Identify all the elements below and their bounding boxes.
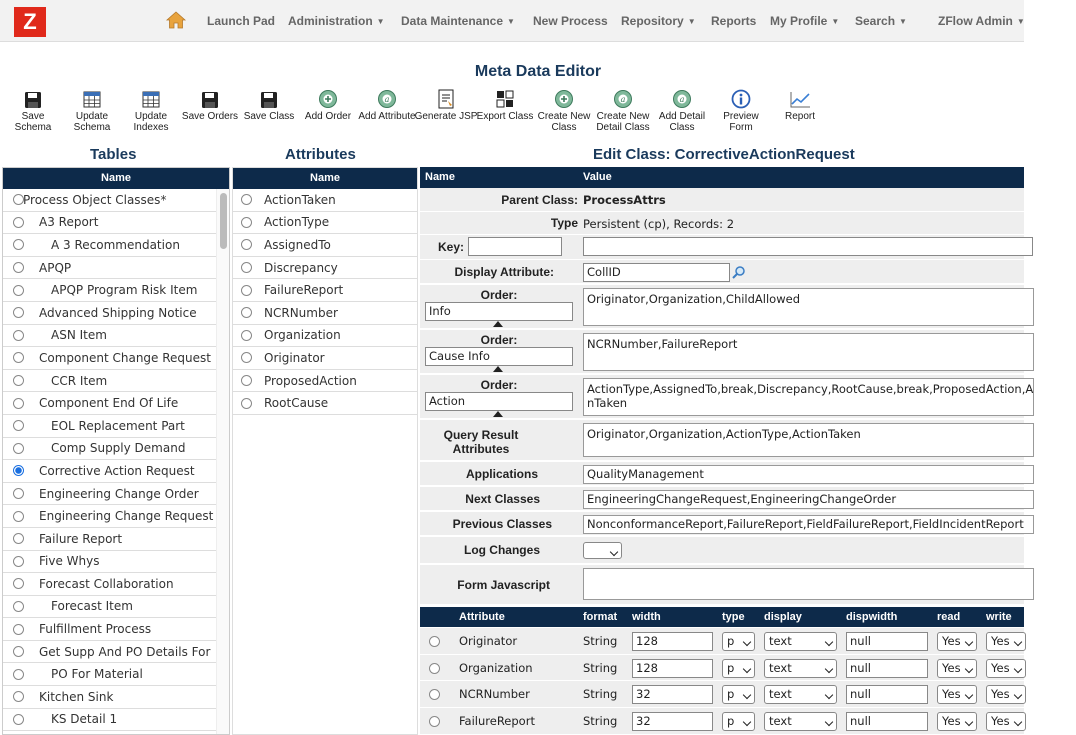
nav-my-profile[interactable]: My Profile ▼ [770,14,840,28]
write-select[interactable]: Yes [986,632,1026,651]
radio-button[interactable] [241,262,252,273]
attribute-name: ProposedAction [264,373,357,388]
attribute-name: Discrepancy [264,260,338,275]
attributes-list [233,189,417,415]
radio-button[interactable] [241,375,252,386]
toolbar-button-5[interactable] [237,87,301,122]
table-name: Engineering Change Request [39,509,214,524]
table-list-item[interactable] [3,618,217,641]
chevron-down-icon: ▼ [1016,17,1025,26]
display-select[interactable]: text [764,659,837,678]
display-select[interactable]: text [764,632,837,651]
tables-panel [2,167,230,735]
toolbar-label: Report [784,111,815,122]
query-result-row: Query Result Attributes Originator,Organization,ActionType,ActionTaken [420,420,1024,461]
radio-button[interactable] [13,330,24,341]
tables-title: Tables [90,146,137,163]
table-list-item[interactable] [3,709,217,732]
radio-button[interactable] [13,578,24,589]
attribute-name: ActionTaken [264,192,336,207]
nav-search[interactable]: Search ▼ [855,14,907,28]
floppy-icon [237,87,301,109]
table-name: Component End Of Life [39,396,179,411]
attribute-name: RootCause [264,396,329,411]
nav-new-process[interactable]: New Process [533,14,608,28]
key-row: Key: [420,235,1024,260]
toolbar-label: Schema [14,122,52,133]
radio-button[interactable] [429,663,440,674]
chevron-down-icon: ▼ [507,17,515,26]
table-name: PO For Material [51,667,143,682]
toolbar-button-13[interactable] [709,87,773,133]
attribute-icon [355,87,419,109]
attribute-table-header: Attribute format width type display dispwidth read write [420,607,1024,627]
type-value: Persistent (cp), Records: 2 [583,217,735,231]
radio-button[interactable] [241,285,252,296]
radio-button[interactable] [13,488,24,499]
radio-button[interactable] [13,285,24,296]
table-name: A 3 Recommendation [51,237,180,252]
attribute-list-item[interactable] [233,189,417,212]
attribute-format: String [583,687,618,702]
type-select[interactable]: p [722,659,755,678]
radio-button[interactable] [241,330,252,341]
toolbar-button-14[interactable] [768,87,832,122]
log-changes-row: Log Changes [420,537,1024,564]
query-result-input[interactable]: Originator,Organization,ActionType,ActionTaken [583,423,1034,457]
parent-class-row: Parent Class: ProcessAttrs [420,188,1024,212]
read-select[interactable]: Yes [937,712,977,731]
nav-data-maintenance[interactable]: Data Maintenance ▼ [401,14,515,28]
move-up-icon[interactable] [493,411,503,417]
next-classes-row: Next Classes EngineeringChangeRequest,EngineeringChangeOrder [420,487,1024,511]
radio-button[interactable] [429,636,440,647]
attribute-name: FailureReport [264,283,344,298]
toolbar-label: Save Orders [181,111,239,122]
attribute-name: AssignedTo [264,237,331,252]
radio-button[interactable] [13,714,24,725]
nav-launch-pad[interactable]: Launch Pad [207,14,276,28]
log-changes-select[interactable] [583,542,622,559]
display-attribute-row: Display Attribute: CollID [420,260,1024,284]
attribute-icon [591,87,655,109]
attribute-icon [650,87,714,109]
attribute-name: NCRNumber [264,305,338,320]
table-list-item[interactable] [3,663,217,686]
order-value-input[interactable]: NCRNumber,FailureReport [583,333,1034,371]
table-name: EOL Replacement Part [51,418,185,433]
attribute-name: Organization [264,328,341,343]
attribute-table-row [420,628,1024,655]
order-row: Order: Info Originator,Organization,ChildAllowed [420,285,1024,329]
table-list-item[interactable] [3,212,217,235]
attribute-table-row [420,708,1024,735]
table-name: Forecast Item [51,599,133,614]
chevron-down-icon: ▼ [831,17,840,26]
attributes-title: Attributes [285,146,356,163]
dispwidth-input[interactable]: null [846,712,928,731]
toolbar-label: Detail Class [596,122,650,133]
toolbar-button-1[interactable] [1,87,65,133]
radio-button[interactable] [13,398,24,409]
radio-button[interactable] [13,375,24,386]
type-row: Type Persistent (cp), Records: 2 [420,212,1024,235]
toolbar-button-10[interactable] [532,87,596,133]
attributes-header: Name [233,168,417,189]
grid-icon [119,87,183,109]
table-name: Engineering Change Order [39,486,199,501]
radio-button[interactable] [13,556,24,567]
table-name: ASN Item [51,328,107,343]
radio-button[interactable] [13,420,24,431]
width-input[interactable]: 32 [632,712,713,731]
table-list-item[interactable] [3,460,217,483]
toolbar-label: Add Detail [658,111,706,122]
scrollbar-thumb[interactable] [220,193,227,249]
applications-row: Applications QualityManagement [420,462,1024,486]
key-input[interactable] [468,237,562,256]
table-list-item[interactable] [3,257,217,280]
radio-button[interactable] [13,624,24,635]
attribute-table-row [420,655,1024,682]
toolbar-button-6[interactable] [296,87,360,122]
toolbar-label: Generate JSP [414,111,478,122]
tables-scrollbar[interactable] [216,189,229,734]
radio-button[interactable] [241,398,252,409]
attribute-list-item[interactable] [233,279,417,302]
table-list-item[interactable] [3,596,217,619]
toolbar-button-8[interactable] [414,87,478,122]
attribute-name: Originator [264,350,325,365]
table-list-item[interactable] [3,438,217,461]
write-select[interactable]: Yes [986,685,1026,704]
next-classes-input[interactable]: EngineeringChangeRequest,EngineeringChangeOrder [583,490,1034,509]
radio-button[interactable] [13,239,24,250]
display-select[interactable]: text [764,712,837,731]
toolbar-label: Class [669,122,695,133]
width-input[interactable]: 32 [632,685,713,704]
attribute-format: String [583,634,618,648]
attribute-name: ActionType [264,215,330,230]
tables-header: Name [3,168,229,189]
radio-button[interactable] [13,443,24,454]
attribute-table-row [420,681,1024,708]
radio-button[interactable] [241,307,252,318]
table-list-item[interactable] [3,234,217,257]
edit-class-panel [420,167,1034,735]
attributes-panel [232,167,418,735]
grid-icon [60,87,124,109]
svg-text:a: a [620,95,626,104]
page-title: Meta Data Editor [474,63,602,80]
table-name: Get Supp And PO Details For [39,644,211,659]
attribute-name: Organization [459,660,533,675]
table-list-item[interactable] [3,415,217,438]
display-attribute-input[interactable]: CollID [583,263,730,282]
toolbar-button-12[interactable] [650,87,714,133]
width-input[interactable]: 128 [632,659,713,678]
table-name: A3 Report [39,215,99,230]
toolbar-label: Form [729,122,753,133]
radio-button[interactable] [241,239,252,250]
attribute-format: String [583,714,618,729]
radio-button[interactable] [13,262,24,273]
attribute-name: Originator [459,634,518,648]
attribute-format: String [583,660,618,675]
toolbar-label: Class [551,122,577,133]
chevron-down-icon: ▼ [376,17,385,26]
add-circle-icon [532,87,596,109]
toolbar-label: Save [21,111,45,122]
table-list-item[interactable] [3,505,217,528]
toolbar-label: Add Order [304,111,352,122]
attribute-name: NCRNumber [459,687,530,702]
nav-repository[interactable]: Repository ▼ [621,14,696,28]
attribute-list-item[interactable] [233,257,417,280]
top-navbar [0,0,1024,42]
table-name: Kitchen Sink [39,689,114,704]
attribute-list-item[interactable] [233,370,417,393]
toolbar-button-2[interactable] [60,87,124,133]
form-javascript-row: Form Javascript [420,565,1024,605]
table-name: Component Change Request [39,350,211,365]
toolbar-label: Create New [537,111,591,122]
svg-text:a: a [679,95,685,104]
width-input[interactable]: 128 [632,632,713,651]
attribute-list-item[interactable] [233,234,417,257]
order-value-input[interactable]: Originator,Organization,ChildAllowed [583,288,1034,326]
table-name: Process Object Classes* [23,192,167,207]
toolbar-label: Schema [73,122,111,133]
order-row: Order: Action ActionType,AssignedTo,break,Discrepancy,RootCause,break,ProposedAction,A nTaken [420,375,1024,419]
chart-icon [768,87,832,109]
tables-list [3,189,229,731]
parent-class-value: ProcessAttrs [583,193,666,207]
radio-button[interactable] [13,307,24,318]
table-list-item[interactable] [3,573,217,596]
toolbar-label: Save Class [243,111,295,122]
app-logo[interactable]: Z [14,7,46,37]
write-select[interactable]: Yes [986,712,1026,731]
chevron-down-icon: ▼ [687,17,696,26]
table-name: Failure Report [39,531,123,546]
order-value-input[interactable]: ActionType,AssignedTo,break,Discrepancy,RootCause,break,ProposedAction,A nTaken [583,378,1034,416]
attribute-list-item[interactable] [233,392,417,415]
nav-administration[interactable]: Administration ▼ [288,14,385,28]
attribute-list-item[interactable] [233,325,417,348]
applications-input[interactable]: QualityManagement [583,465,1034,484]
order-row: Order: Cause Info NCRNumber,FailureReport [420,330,1024,374]
move-up-icon[interactable] [493,321,503,327]
radio-button[interactable] [13,217,24,228]
table-list-item[interactable] [3,325,217,348]
floppy-icon [1,87,65,109]
key-value-input[interactable] [583,237,1033,256]
toolbar-label: Export Class [476,111,534,122]
edit-header: Name Value [420,167,1024,188]
radio-button[interactable] [13,601,24,612]
toolbar-label: Update [134,111,168,122]
table-list-item[interactable] [3,279,217,302]
floppy-icon [178,87,242,109]
table-list-item[interactable] [3,528,217,551]
attribute-list-item[interactable] [233,302,417,325]
table-name: Corrective Action Request [39,463,195,478]
nav-zflow-admin[interactable]: ZFlow Admin ▼ [938,14,1025,28]
radio-button[interactable] [13,465,24,476]
table-name: Fulfillment Process [39,622,152,637]
toolbar-label: Update [75,111,109,122]
nav-reports[interactable]: Reports [711,14,757,28]
home-icon[interactable] [166,11,186,29]
toolbar-label: Add Attribute [358,111,416,122]
radio-button[interactable] [13,691,24,702]
dispwidth-input[interactable]: null [846,659,928,678]
toolbar-button-7[interactable] [355,87,419,122]
previous-classes-row: Previous Classes NonconformanceReport,FailureReport,FieldFailureReport,FieldIncidentReport [420,512,1024,536]
table-list-item[interactable] [3,686,217,709]
generate-icon [414,87,478,109]
radio-button[interactable] [13,669,24,680]
order-name-input[interactable]: Info [425,302,573,321]
read-select[interactable]: Yes [937,659,977,678]
read-select[interactable]: Yes [937,685,977,704]
type-select[interactable]: p [722,685,755,704]
radio-button[interactable] [429,716,440,727]
table-name: APQP [39,260,72,275]
table-name: Forecast Collaboration [39,576,174,591]
svg-text:a: a [384,95,390,104]
info-icon [709,87,773,109]
attribute-list-item[interactable] [233,212,417,235]
radio-button[interactable] [429,689,440,700]
read-select[interactable]: Yes [937,632,977,651]
order-name-input[interactable]: Cause Info [425,347,573,366]
table-list-item[interactable] [3,189,217,212]
dispwidth-input[interactable]: null [846,632,928,651]
toolbar-button-4[interactable] [178,87,242,122]
toolbar-label: Create New [596,111,650,122]
table-list-item[interactable] [3,392,217,415]
display-select[interactable]: text [764,685,837,704]
previous-classes-input[interactable]: NonconformanceReport,FailureReport,FieldFailureReport,FieldIncidentReport [583,515,1034,534]
table-list-item[interactable] [3,302,217,325]
attribute-name: FailureReport [459,714,535,729]
export-icon [473,87,537,109]
edit-class-title: Edit Class: CorrectiveActionRequest [593,146,855,163]
radio-button[interactable] [241,194,252,205]
toolbar-button-9[interactable] [473,87,537,122]
table-list-item[interactable] [3,347,217,370]
type-select[interactable]: p [722,712,755,731]
attribute-list-item[interactable] [233,347,417,370]
radio-button[interactable] [241,352,252,363]
toolbar-label: Indexes [133,122,169,133]
table-name: Comp Supply Demand [51,441,186,456]
table-list-item[interactable] [3,370,217,393]
table-list-item[interactable] [3,551,217,574]
order-name-input[interactable]: Action [425,392,573,411]
radio-button[interactable] [241,217,252,228]
table-name: KS Detail 1 [51,712,118,727]
radio-button[interactable] [13,352,24,363]
form-javascript-input[interactable] [583,568,1034,600]
table-list-item[interactable] [3,483,217,506]
toolbar-label: Preview [723,111,759,122]
table-list-item[interactable] [3,641,217,664]
table-name: Five Whys [39,554,100,569]
type-select[interactable]: p [722,632,755,651]
search-icon[interactable] [731,265,746,280]
table-name: APQP Program Risk Item [51,283,198,298]
write-select[interactable]: Yes [986,659,1026,678]
table-name: CCR Item [51,373,108,388]
dispwidth-input[interactable]: null [846,685,928,704]
radio-button[interactable] [13,533,24,544]
table-name: Advanced Shipping Notice [39,305,197,320]
toolbar-button-3[interactable] [119,87,183,133]
move-up-icon[interactable] [493,366,503,372]
radio-button[interactable] [13,646,24,657]
toolbar-button-11[interactable] [591,87,655,133]
add-circle-icon [296,87,360,109]
chevron-down-icon: ▼ [899,17,907,26]
radio-button[interactable] [13,511,24,522]
